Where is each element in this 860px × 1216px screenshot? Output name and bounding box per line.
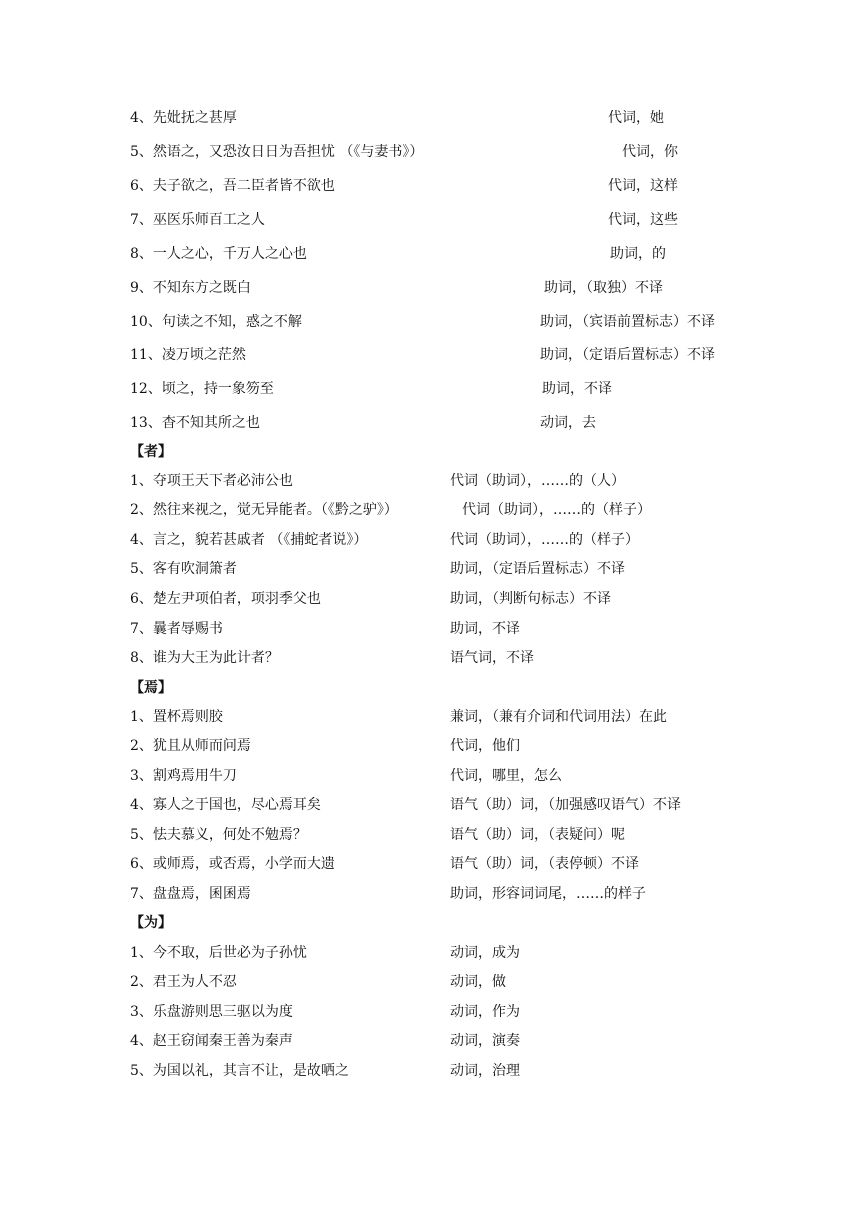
section-heading: 【焉】 bbox=[130, 680, 172, 696]
example-sentence: 8、一人之心，千万人之心也 bbox=[130, 246, 307, 262]
list-item bbox=[0, 765, 860, 787]
example-sentence: 5、客有吹洞箫者 bbox=[130, 561, 237, 577]
list-item bbox=[0, 378, 860, 400]
gloss: 助词，不译 bbox=[450, 621, 520, 637]
list-item bbox=[0, 141, 860, 163]
list-item bbox=[0, 853, 860, 875]
gloss: 语气（助）词，（加强感叹语气）不译 bbox=[450, 797, 681, 813]
example-sentence: 1、夺项王天下者必沛公也 bbox=[130, 473, 293, 489]
list-item bbox=[0, 529, 860, 551]
list-item bbox=[0, 794, 860, 816]
gloss: 代词（助词），……的（人） bbox=[450, 473, 625, 489]
gloss: 动词，成为 bbox=[450, 945, 520, 961]
gloss: 代词，这样 bbox=[608, 178, 678, 194]
list-item bbox=[0, 824, 860, 846]
example-sentence: 8、谁为大王为此计者？ bbox=[130, 650, 279, 666]
example-sentence: 5、为国以礼，其言不让，是故哂之 bbox=[130, 1063, 349, 1079]
list-item bbox=[0, 1001, 860, 1023]
gloss: 语气词，不译 bbox=[450, 650, 534, 666]
gloss: 语气（助）词，（表疑问）呢 bbox=[450, 827, 625, 843]
list-item bbox=[0, 311, 860, 333]
example-sentence: 5、然语之，又恐汝日日为吾担忧 （《与妻书》） bbox=[130, 144, 424, 160]
list-item bbox=[0, 588, 860, 610]
gloss: 代词，他们 bbox=[450, 738, 520, 754]
example-sentence: 6、楚左尹项伯者，项羽季父也 bbox=[130, 591, 321, 607]
example-sentence: 4、赵王窃闻秦王善为秦声 bbox=[130, 1033, 293, 1049]
gloss: 助词，（宾语前置标志）不译 bbox=[540, 314, 715, 330]
gloss: 助词，（判断句标志）不译 bbox=[450, 591, 611, 607]
example-sentence: 2、犹且从师而问焉 bbox=[130, 738, 251, 754]
list-item bbox=[0, 1030, 860, 1052]
gloss: 助词，不译 bbox=[542, 381, 612, 397]
gloss: 兼词，（兼有介词和代词用法）在此 bbox=[450, 709, 667, 725]
example-sentence: 1、今不取，后世必为子孙忧 bbox=[130, 945, 307, 961]
example-sentence: 11、凌万顷之茫然 bbox=[130, 347, 246, 363]
example-sentence: 7、曩者辱赐书 bbox=[130, 621, 223, 637]
gloss: 助词，形容词词尾，……的样子 bbox=[450, 886, 646, 902]
gloss: 代词，哪里，怎么 bbox=[450, 768, 562, 784]
gloss: 助词，的 bbox=[610, 246, 666, 262]
example-sentence: 4、言之，貌若甚戚者 （《捕蛇者说》） bbox=[130, 532, 368, 548]
example-sentence: 2、然往来视之，觉无异能者。（《黔之驴》） bbox=[130, 502, 398, 518]
list-item bbox=[0, 942, 860, 964]
section-heading-row bbox=[0, 677, 860, 699]
example-sentence: 6、或师焉，或否焉，小学而大遗 bbox=[130, 856, 335, 872]
list-item bbox=[0, 175, 860, 197]
gloss: 代词，你 bbox=[622, 144, 678, 160]
gloss: 代词（助词），……的（样子） bbox=[462, 502, 651, 518]
list-item bbox=[0, 618, 860, 640]
gloss: 动词，治理 bbox=[450, 1063, 520, 1079]
example-sentence: 7、巫医乐师百工之人 bbox=[130, 212, 265, 228]
list-item bbox=[0, 735, 860, 757]
gloss: 代词，这些 bbox=[608, 212, 678, 228]
list-item bbox=[0, 243, 860, 265]
gloss: 助词，（取独）不译 bbox=[544, 280, 663, 296]
example-sentence: 3、乐盘游则思三驱以为度 bbox=[130, 1004, 293, 1020]
gloss: 代词（助词），……的（样子） bbox=[450, 532, 639, 548]
example-sentence: 12、顷之，持一象笏至 bbox=[130, 381, 274, 397]
list-item bbox=[0, 558, 860, 580]
list-item bbox=[0, 107, 860, 129]
example-sentence: 4、寡人之于国也，尽心焉耳矣 bbox=[130, 797, 321, 813]
section-heading-row bbox=[0, 441, 860, 463]
list-item bbox=[0, 499, 860, 521]
example-sentence: 10、句读之不知，惑之不解 bbox=[130, 314, 302, 330]
example-sentence: 5、怯夫慕义，何处不勉焉？ bbox=[130, 827, 307, 843]
section-heading: 【者】 bbox=[130, 444, 172, 460]
example-sentence: 9、不知东方之既白 bbox=[130, 280, 251, 296]
gloss: 助词，（定语后置标志）不译 bbox=[450, 561, 625, 577]
gloss: 代词，她 bbox=[608, 110, 664, 126]
gloss: 语气（助）词，（表停顿）不译 bbox=[450, 856, 639, 872]
list-item bbox=[0, 1060, 860, 1082]
list-item bbox=[0, 971, 860, 993]
gloss: 动词，作为 bbox=[450, 1004, 520, 1020]
list-item bbox=[0, 277, 860, 299]
gloss: 动词，去 bbox=[540, 415, 596, 431]
example-sentence: 3、割鸡焉用牛刀 bbox=[130, 768, 237, 784]
list-item bbox=[0, 209, 860, 231]
section-heading: 【为】 bbox=[130, 915, 172, 931]
example-sentence: 4、先妣抚之甚厚 bbox=[130, 110, 237, 126]
example-sentence: 7、盘盘焉，囷囷焉 bbox=[130, 886, 251, 902]
list-item bbox=[0, 344, 860, 366]
list-item bbox=[0, 883, 860, 905]
example-sentence: 2、君王为人不忍 bbox=[130, 974, 237, 990]
example-sentence: 1、置杯焉则胶 bbox=[130, 709, 223, 725]
list-item bbox=[0, 647, 860, 669]
list-item bbox=[0, 706, 860, 728]
gloss: 助词，（定语后置标志）不译 bbox=[540, 347, 715, 363]
example-sentence: 13、杳不知其所之也 bbox=[130, 415, 260, 431]
gloss: 动词，做 bbox=[450, 974, 506, 990]
gloss: 动词，演奏 bbox=[450, 1033, 520, 1049]
list-item bbox=[0, 470, 860, 492]
section-heading-row bbox=[0, 912, 860, 934]
list-item bbox=[0, 412, 860, 434]
example-sentence: 6、夫子欲之，吾二臣者皆不欲也 bbox=[130, 178, 335, 194]
